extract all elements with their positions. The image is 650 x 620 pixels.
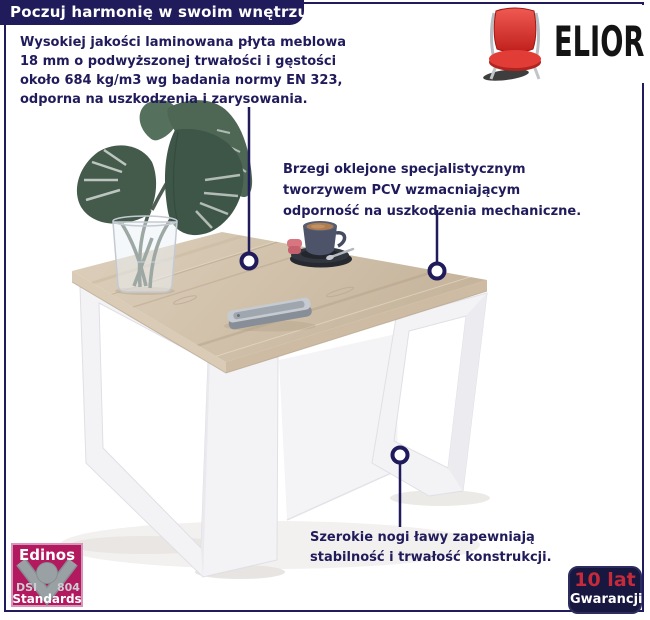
glass-vase: [113, 222, 177, 292]
warranty-label: Gwarancji: [570, 592, 643, 607]
edinos-code: 804: [57, 581, 80, 594]
warranty-badge: [568, 566, 642, 614]
callout-legs-line: Szerokie nogi ławy zapewniają: [310, 530, 535, 545]
coffee-cup: [287, 221, 353, 268]
edinos-standards: Standards: [12, 592, 82, 606]
right-leg-edge: [448, 293, 487, 491]
brand-logo: [480, 5, 645, 83]
callout-material-line: odporna na uszkodzenia i zarysowania.: [20, 92, 308, 107]
callout-material-line: Wysokiej jakości laminowana płyta meblowa: [20, 35, 346, 50]
banner-title: Poczuj harmonię w swoim wnętrzu: [10, 3, 309, 21]
chair-icon: [480, 5, 554, 83]
brand-wordmark: ELIOR: [554, 17, 645, 66]
warranty-duration: 10 lat: [574, 569, 636, 591]
callout-material-line: około 684 kg/m3 wg badania normy EN 323,: [20, 73, 343, 88]
callout-edges: [283, 159, 581, 222]
callout-marker: [393, 448, 408, 463]
callout-edges-line: tworzywem PCV wzmacniającym: [283, 183, 521, 198]
edinos-badge: [11, 543, 83, 611]
cup-handle: [336, 233, 345, 246]
header-banner: [0, 0, 309, 25]
callout-material-line: 18 mm o podwyższonej trwałości i gęstości: [20, 54, 337, 69]
callout-material: [20, 33, 346, 109]
callout-legs-line: stabilność i trwałość konstrukcji.: [310, 550, 552, 565]
callout-marker: [242, 254, 257, 269]
edinos-dsi: DSI: [16, 581, 38, 594]
callout-edges-line: Brzegi oklejone specjalistycznym: [283, 162, 526, 177]
callout-marker: [430, 264, 445, 279]
callout-legs: [310, 528, 552, 568]
edinos-badge-graphic: [11, 543, 83, 607]
callout-edges-line: odporność na uszkodzenia mechaniczne.: [283, 204, 582, 219]
edinos-title: Edinos: [18, 546, 76, 564]
